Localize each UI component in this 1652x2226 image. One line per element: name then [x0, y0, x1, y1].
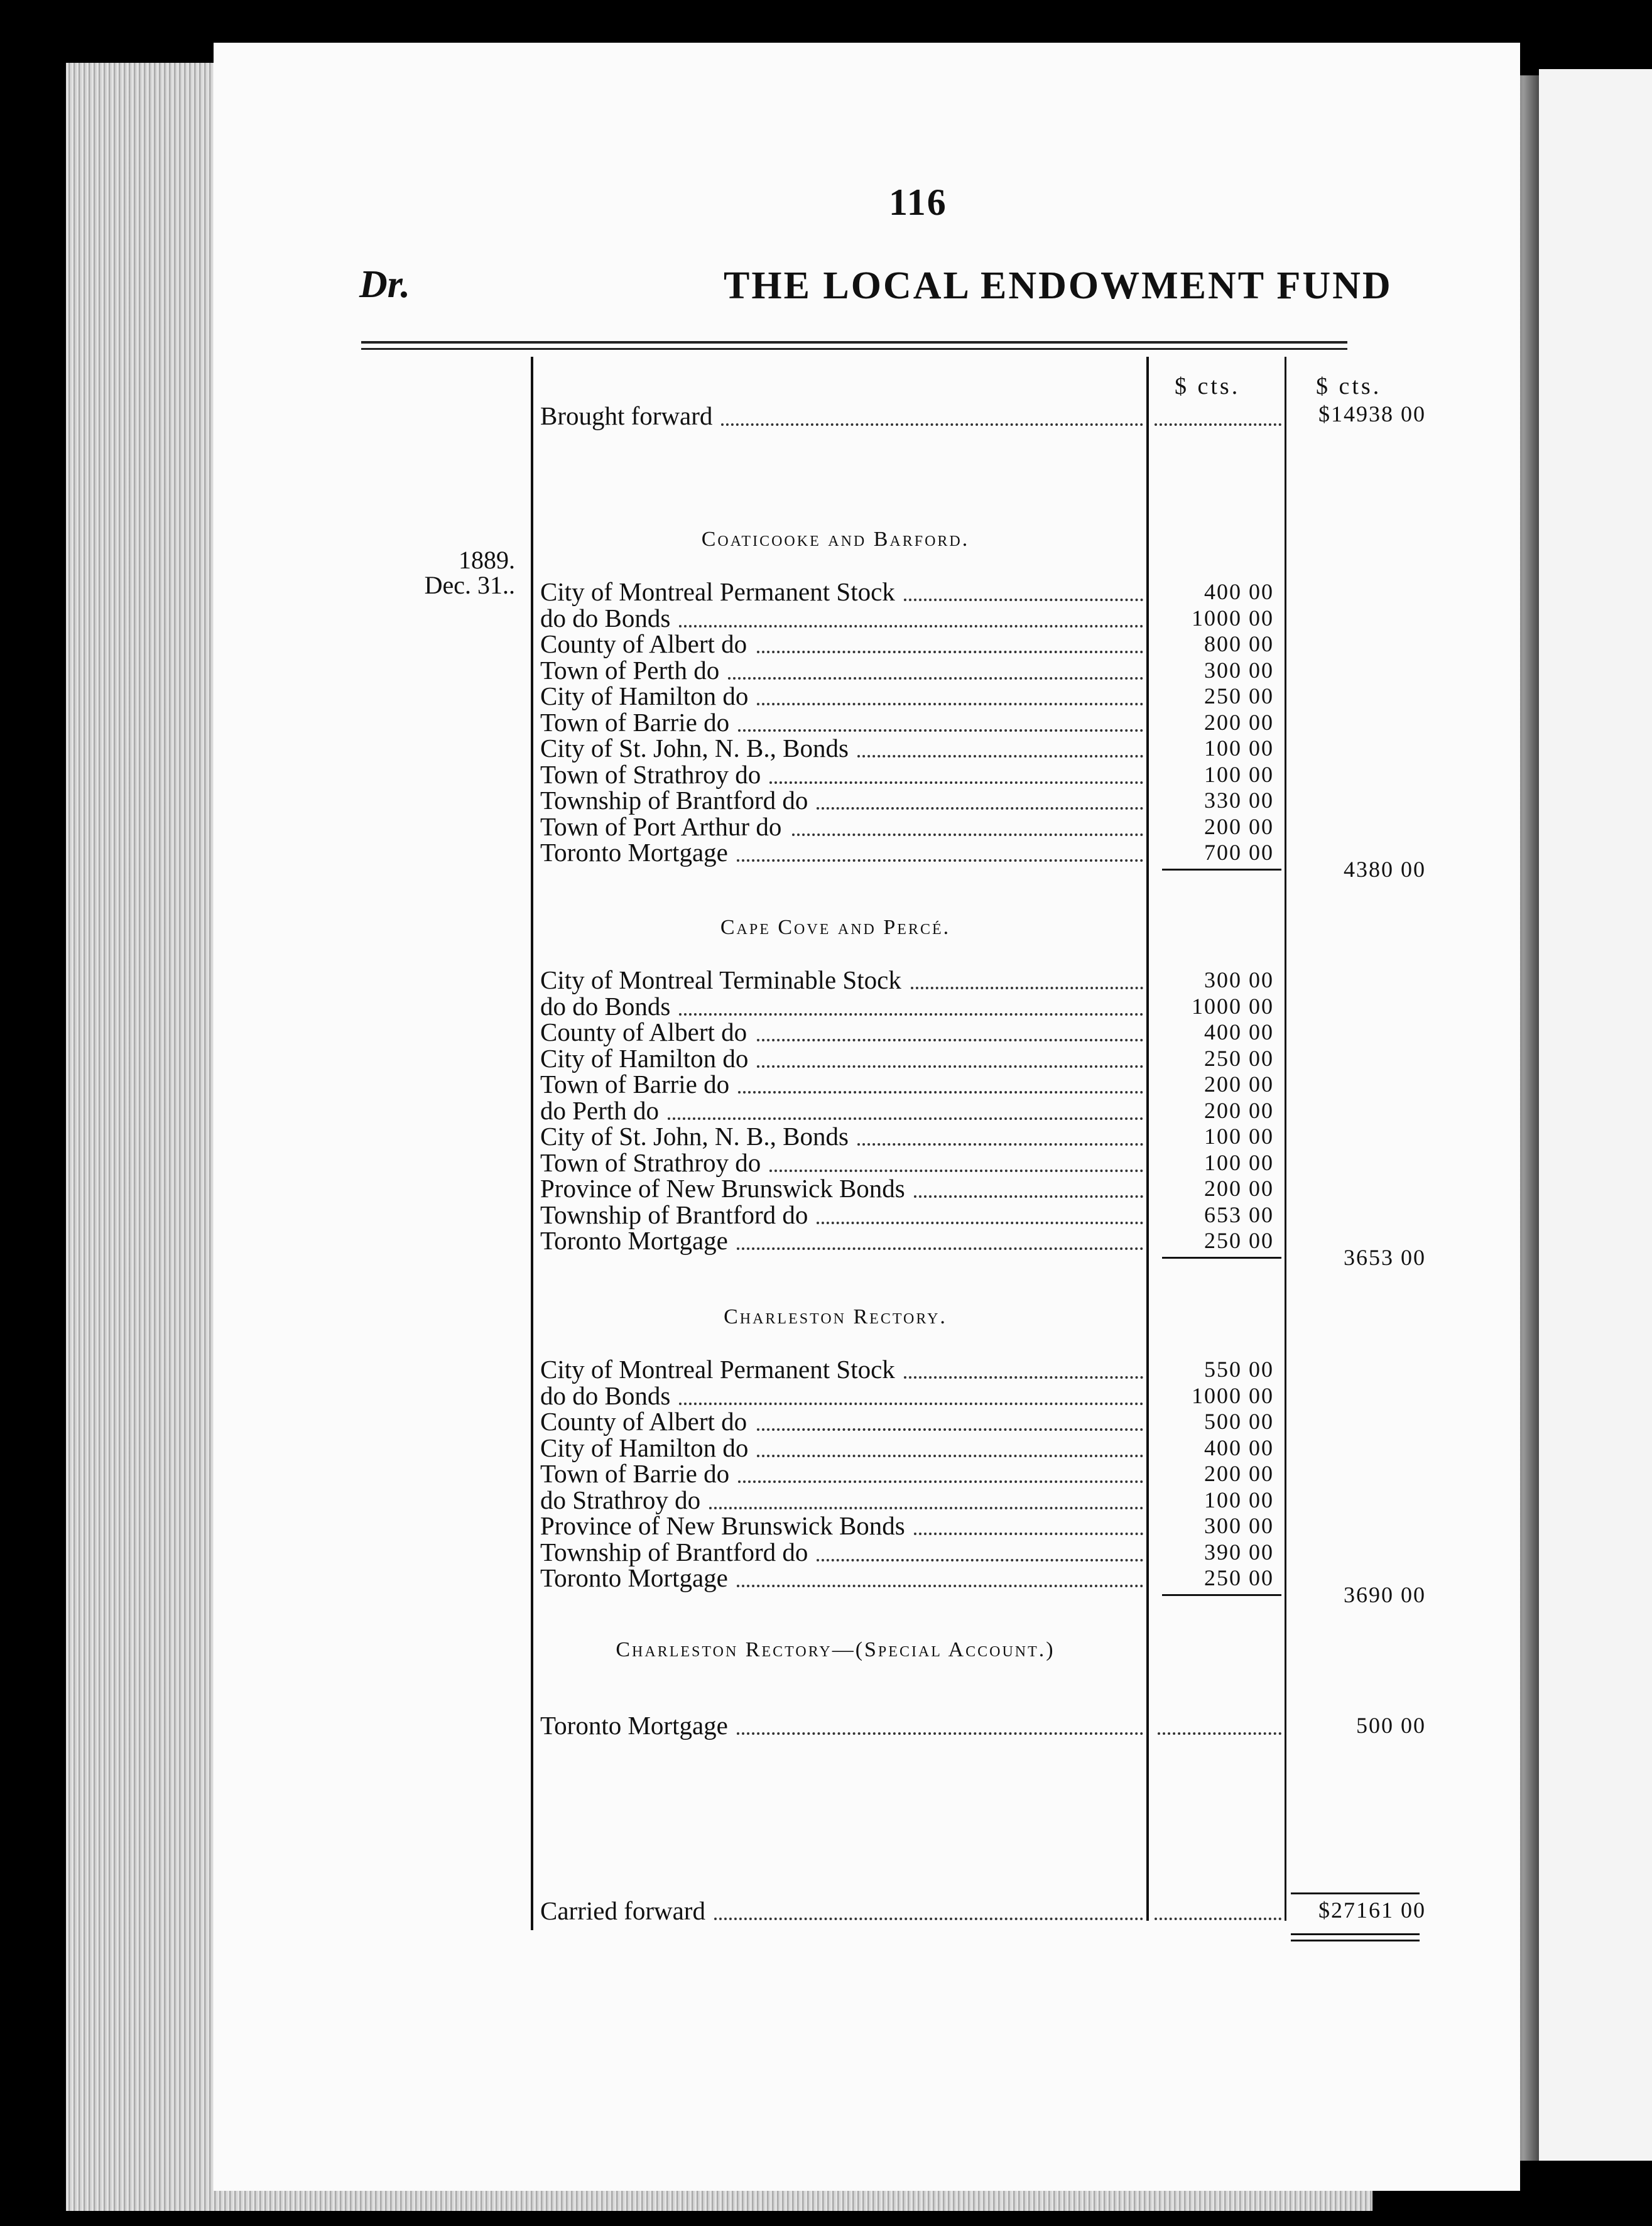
ledger-row-amount: 100 00 [1204, 1149, 1274, 1175]
page-title: THE LOCAL ENDOWMENT FUND [724, 264, 1393, 307]
ledger-row-amount: 200 00 [1204, 1072, 1274, 1097]
leader-dots [757, 1065, 1143, 1068]
carried-forward-double-rule [1291, 1933, 1420, 1935]
ledger-row-label: Township of Brantford do [540, 1537, 808, 1566]
section-total: 3690 00 [1344, 1582, 1426, 1607]
ledger-row-label: Town of Barrie do [540, 1070, 730, 1099]
leader-dots [757, 1428, 1143, 1431]
section-title: Charleston Rectory. [724, 1305, 947, 1328]
ledger-row-amount: 653 00 [1204, 1202, 1274, 1227]
ledger-row-amount: 100 00 [1204, 736, 1274, 761]
entry-date: Dec. 31.. [424, 571, 515, 599]
leader-dots [737, 1247, 1143, 1250]
ledger-row-amount: 300 00 [1204, 967, 1274, 992]
brought-forward-label: Brought forward [540, 401, 713, 430]
ledger-row-label: City of Montreal Terminable Stock [540, 965, 901, 994]
ledger-row-label: Town of Strathroy do [540, 759, 761, 789]
ledger-row-amount: 200 00 [1204, 1461, 1274, 1486]
column-header-total: $ cts. [1316, 373, 1382, 399]
leader-dots [679, 625, 1143, 627]
ledger-row-label: Province of New Brunswick Bonds [540, 1511, 905, 1540]
ledger-row-label: City of St. John, N. B., Bonds [540, 734, 849, 763]
carried-forward-rule-top [1291, 1892, 1420, 1894]
page-number: 116 [889, 182, 947, 223]
ledger-row-amount: 300 00 [1204, 1513, 1274, 1538]
leader-dots [792, 833, 1143, 836]
ledger-row-label: City of St. John, N. B., Bonds [540, 1122, 849, 1151]
header-rule-bottom [361, 348, 1347, 350]
leader-dots [714, 1918, 1143, 1920]
ledger-row-label: City of Hamilton do [540, 1433, 749, 1462]
leader-dots [757, 1455, 1143, 1457]
carried-forward-total: $27161 00 [1318, 1898, 1426, 1923]
leader-dots [737, 1585, 1143, 1587]
ledger-row-amount: 550 00 [1204, 1357, 1274, 1382]
ledger-row-label: Township of Brantford do [540, 786, 808, 815]
leader-dots [1155, 423, 1281, 426]
leader-dots [721, 423, 1143, 426]
ledger-row-label: do do Bonds [540, 1381, 671, 1410]
ledger-row-label: City of Hamilton do [540, 681, 749, 710]
leader-dots [857, 1143, 1143, 1146]
ledger-row-amount: 700 00 [1204, 840, 1274, 865]
header-rule-top [361, 341, 1347, 344]
ledger-row-amount: 1000 00 [1192, 993, 1274, 1019]
section-total: 4380 00 [1344, 856, 1426, 882]
ledger-row-amount: 400 00 [1204, 579, 1274, 604]
ledger-row-amount: 300 00 [1204, 657, 1274, 683]
ledger-row-label: Town of Perth do [540, 655, 720, 685]
leader-dots [679, 1403, 1143, 1405]
leader-dots [737, 1732, 1143, 1735]
leader-dots [1155, 1918, 1281, 1920]
ledger-row-amount: 400 00 [1204, 1435, 1274, 1460]
ledger-row-label: City of Montreal Permanent Stock [540, 1355, 895, 1384]
ledger-page [214, 43, 1520, 2191]
ledger-row-label: City of Hamilton do [540, 1043, 749, 1073]
brought-forward-total: $14938 00 [1318, 401, 1426, 426]
ledger-row-label: County of Albert do [540, 1407, 747, 1436]
ledger-row-amount: 800 00 [1204, 631, 1274, 656]
ledger-row-label: Town of Strathroy do [540, 1148, 761, 1177]
ledger-row-label: Town of Barrie do [540, 707, 730, 737]
ledger-row-amount: 250 00 [1204, 1045, 1274, 1071]
ledger-row-label: do Strathroy do [540, 1485, 701, 1514]
leader-dots [769, 1170, 1143, 1172]
leader-dots [817, 1559, 1143, 1561]
ledger-row-label: Toronto Mortgage [540, 1226, 728, 1255]
ledger-row-label: Province of New Brunswick Bonds [540, 1174, 905, 1203]
leader-dots [857, 755, 1143, 757]
leader-dots [728, 677, 1143, 680]
ledger-row-amount: 200 00 [1204, 1097, 1274, 1123]
ledger-row-amount: 250 00 [1204, 1228, 1274, 1253]
ledger-row-label: do do Bonds [540, 603, 671, 633]
ledger-row-label: County of Albert do [540, 1018, 747, 1046]
column-header-amount: $ cts. [1175, 373, 1241, 399]
ledger-row-amount: 500 00 [1204, 1409, 1274, 1434]
special-row-label: Toronto Mortgage [540, 1711, 728, 1740]
ledger-row-label: City of Montreal Permanent Stock [540, 577, 895, 606]
leader-dots [738, 1480, 1143, 1483]
leader-dots [769, 781, 1143, 784]
debit-marker: Dr. [359, 263, 410, 306]
leader-dots [817, 807, 1143, 810]
leader-dots [668, 1117, 1143, 1120]
ledger-row-label: Toronto Mortgage [540, 1563, 728, 1592]
ledger-row-amount: 200 00 [1204, 813, 1274, 839]
entry-year: 1889. [459, 546, 515, 574]
ledger-row-amount: 250 00 [1204, 1565, 1274, 1590]
leader-dots [757, 651, 1143, 653]
leader-dots [679, 1013, 1143, 1016]
ledger-row-amount: 100 00 [1204, 761, 1274, 787]
subtotal-rule [1162, 1594, 1281, 1596]
carried-forward-double-rule [1291, 1940, 1420, 1941]
ledger-row-label: do do Bonds [540, 991, 671, 1021]
leader-dots [738, 1091, 1143, 1094]
subtotal-rule [1162, 1257, 1281, 1259]
facing-page [1539, 69, 1652, 2161]
subtotal-rule [1162, 869, 1281, 871]
leader-dots [709, 1507, 1143, 1509]
section-total: 3653 00 [1344, 1244, 1426, 1270]
leader-dots [738, 729, 1143, 732]
leader-dots [737, 859, 1143, 862]
ledger-row-amount: 250 00 [1204, 683, 1274, 709]
ledger-row-label: Town of Barrie do [540, 1459, 730, 1488]
leader-dots [904, 1376, 1143, 1379]
special-section-title: Charleston Rectory—(Special Account.) [616, 1638, 1055, 1661]
leader-dots [1158, 1732, 1281, 1735]
ledger-row-amount: 330 00 [1204, 788, 1274, 813]
ledger-row-amount: 100 00 [1204, 1124, 1274, 1149]
ledger-row-label: do Perth do [540, 1095, 660, 1125]
ledger-row-label: Town of Port Arthur do [540, 812, 782, 841]
ledger-row-amount: 200 00 [1204, 1176, 1274, 1201]
ledger-row-amount: 400 00 [1204, 1019, 1274, 1045]
ledger-row-label: Township of Brantford do [540, 1200, 808, 1229]
section-title: Coaticooke and Barford. [701, 528, 970, 551]
leader-dots [904, 599, 1143, 601]
date-column-line [531, 357, 533, 1930]
ledger-row-amount: 390 00 [1204, 1539, 1274, 1565]
leader-dots [914, 1195, 1143, 1198]
total-column-line [1285, 357, 1286, 1921]
ledger-row-amount: 200 00 [1204, 709, 1274, 735]
ledger-row-label: Toronto Mortgage [540, 838, 728, 867]
ledger-row-amount: 100 00 [1204, 1487, 1274, 1512]
leader-dots [914, 1533, 1143, 1535]
section-title: Cape Cove and Percé. [720, 916, 951, 939]
ledger-row-amount: 1000 00 [1192, 1382, 1274, 1408]
leader-dots [757, 703, 1143, 705]
leader-dots [817, 1222, 1143, 1224]
ledger-row-label: County of Albert do [540, 629, 747, 658]
leader-dots [757, 1039, 1143, 1041]
carried-forward-label: Carried forward [540, 1896, 705, 1925]
special-total: 500 00 [1356, 1713, 1426, 1738]
ledger-row-amount: 1000 00 [1192, 605, 1274, 631]
leader-dots [911, 987, 1143, 989]
